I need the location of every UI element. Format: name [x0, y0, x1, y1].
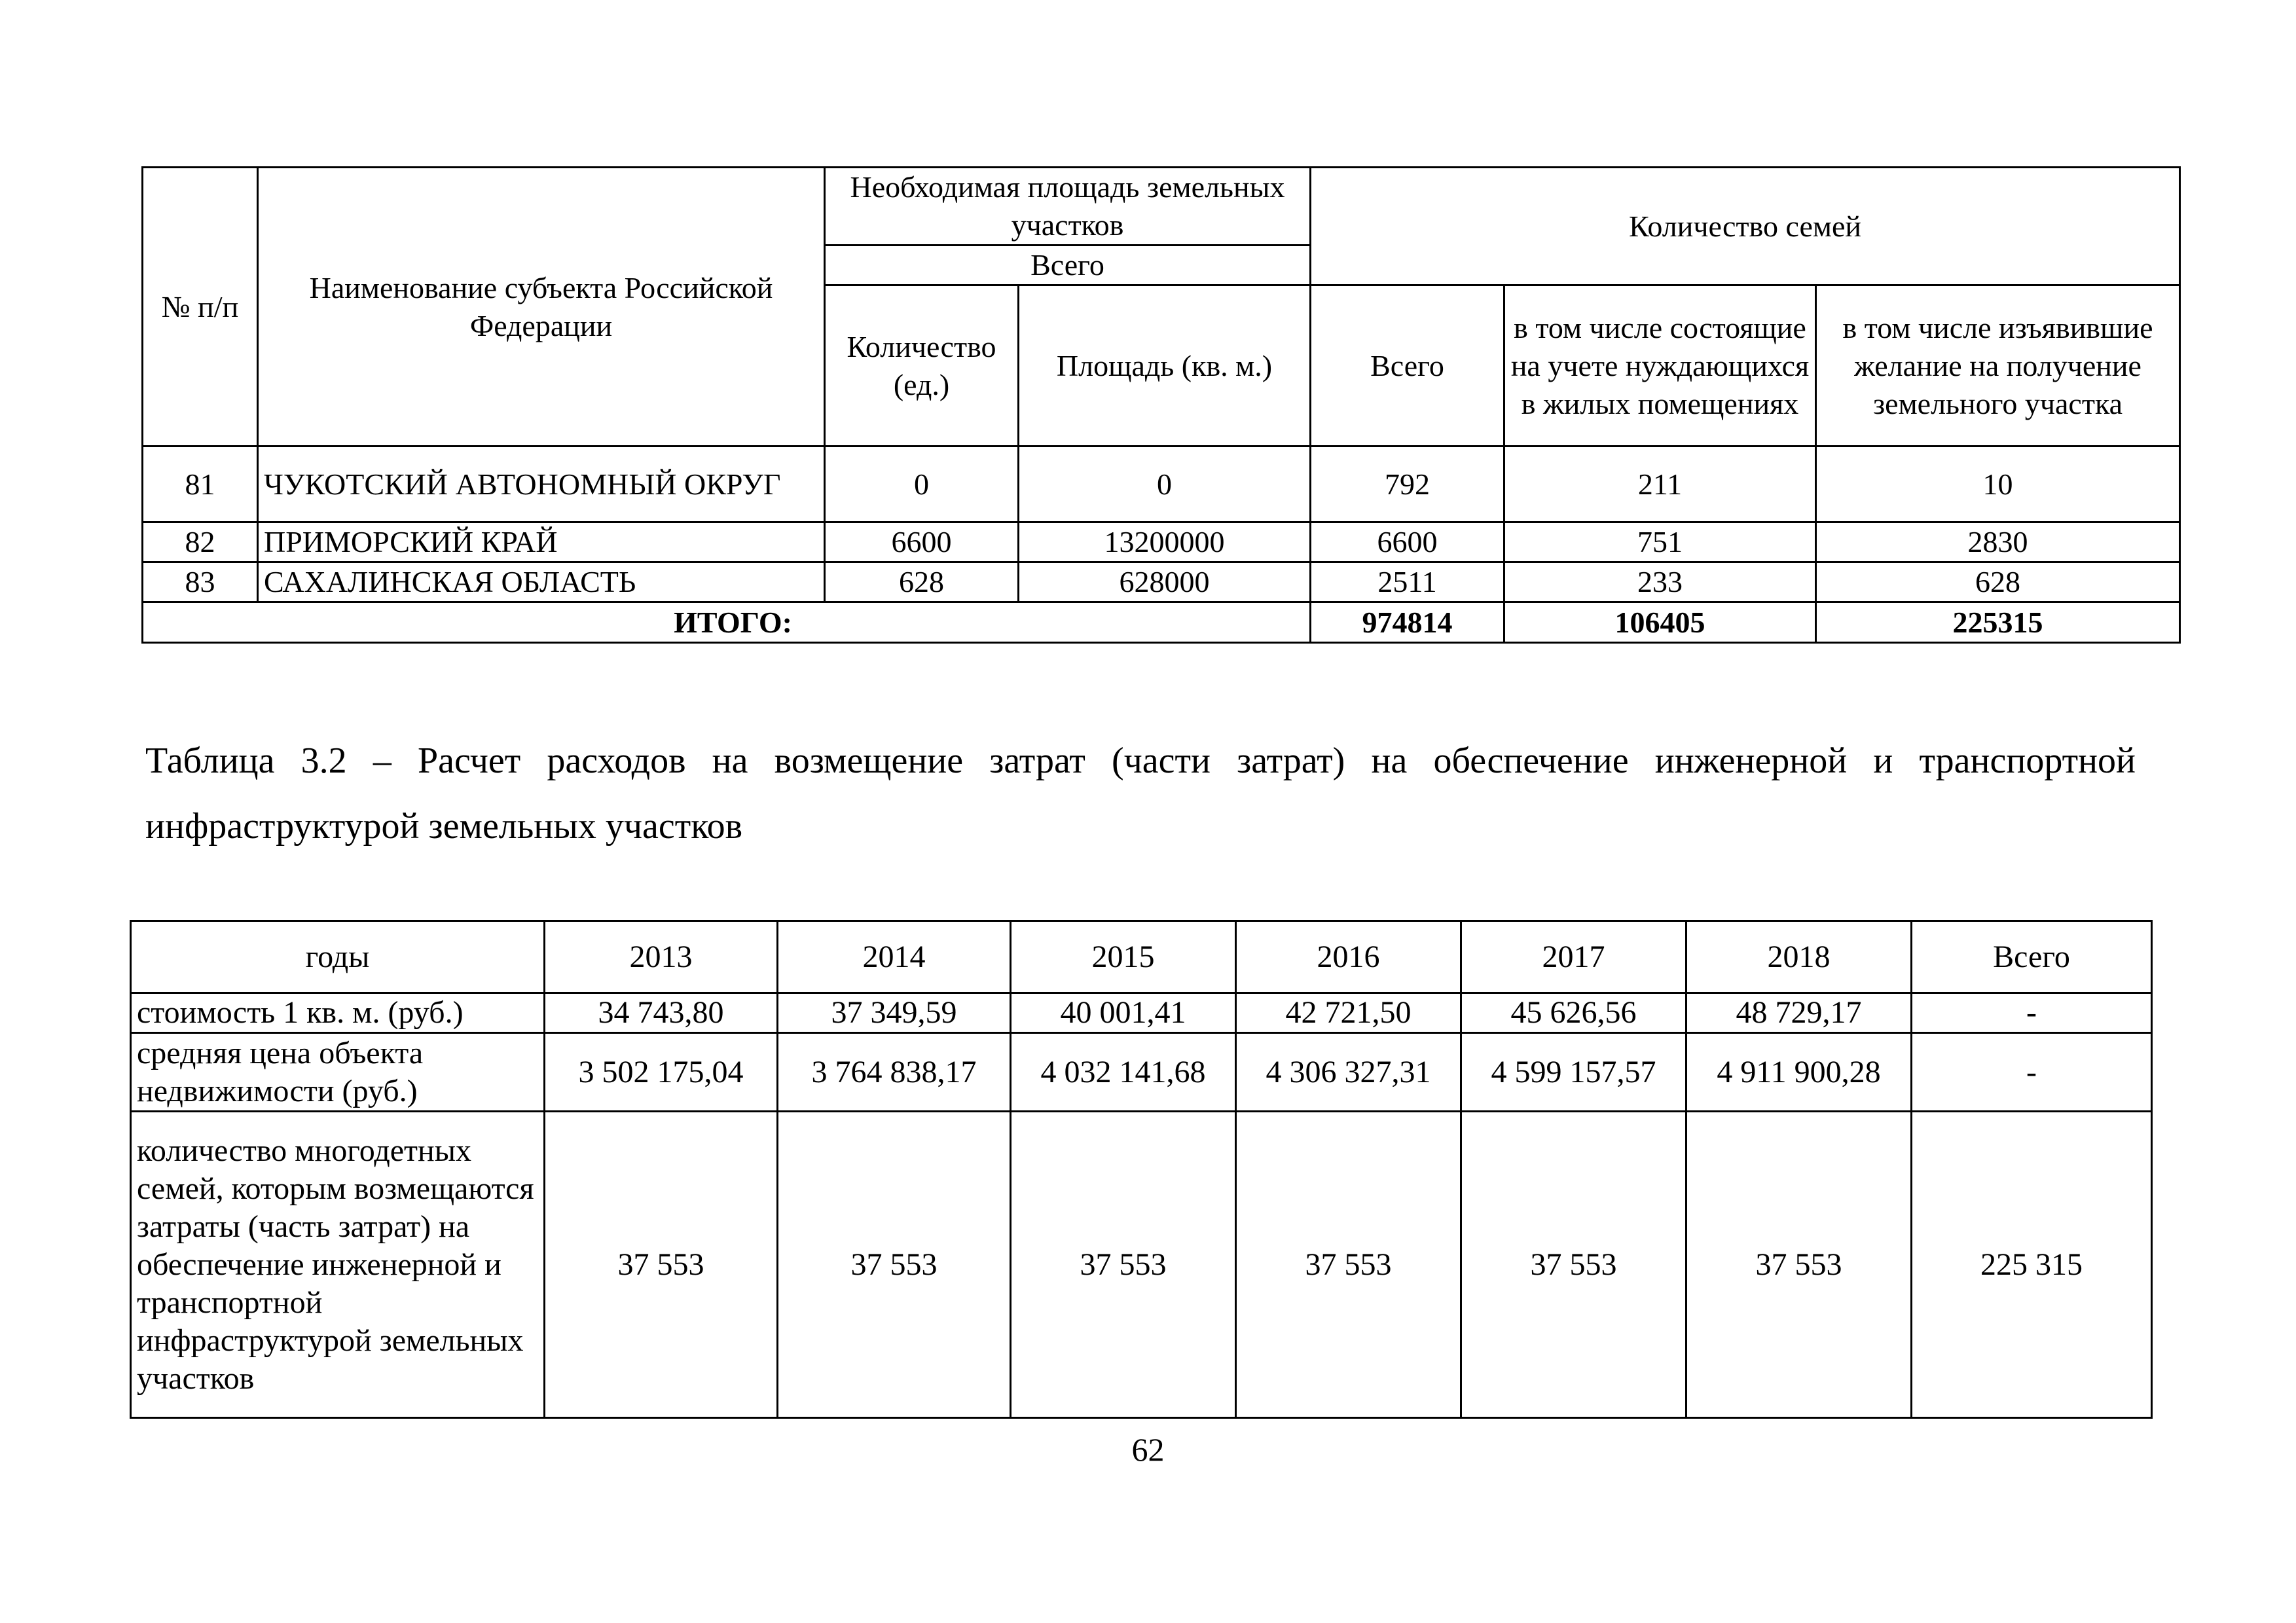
row-area: 0 [1019, 447, 1311, 522]
row-value: 34 743,80 [545, 993, 778, 1033]
row-value: 37 553 [1461, 1112, 1686, 1418]
header-num: № п/п [143, 168, 258, 447]
table-row [143, 562, 2180, 602]
header-years: годы [131, 921, 545, 993]
header-year: 2014 [778, 921, 1011, 993]
row-value: 4 032 141,68 [1011, 1033, 1236, 1112]
row-families-housing: 751 [1504, 522, 1816, 562]
row-num: 83 [143, 562, 258, 602]
row-families-housing: 233 [1504, 562, 1816, 602]
row-value: 4 911 900,28 [1686, 1033, 1912, 1112]
row-subject-name: САХАЛИНСКАЯ ОБЛАСТЬ [258, 562, 825, 602]
families-land-table [141, 166, 2181, 644]
row-value: 48 729,17 [1686, 993, 1912, 1033]
total-row [143, 602, 2180, 643]
row-value: 37 553 [1236, 1112, 1461, 1418]
total-families-housing: 106405 [1504, 602, 1816, 643]
row-value: 45 626,56 [1461, 993, 1686, 1033]
header-row [131, 921, 2152, 993]
header-subject-name: Наименование субъекта Российской Федерации [258, 168, 825, 447]
row-num: 82 [143, 522, 258, 562]
row-value: - [1912, 1033, 2152, 1112]
total-families: 974814 [1311, 602, 1504, 643]
header-year: 2015 [1011, 921, 1236, 993]
header-area-total: Всего [825, 246, 1311, 285]
row-families-total: 6600 [1311, 522, 1504, 562]
row-area: 13200000 [1019, 522, 1311, 562]
row-families-land: 2830 [1816, 522, 2180, 562]
header-area: Площадь (кв. м.) [1019, 285, 1311, 447]
header-qty: Количество (ед.) [825, 285, 1019, 447]
row-area: 628000 [1019, 562, 1311, 602]
header-families-land: в том числе изъявившие желание на получение земельного участка [1816, 285, 2180, 447]
table-row [143, 522, 2180, 562]
table-caption: Таблица 3.2 – Расчет расходов на возмещение затрат (части затрат) на обеспечение инженерной и транспортной инфраструктурой земельных участков [145, 740, 2136, 847]
header-families-total: Всего [1311, 285, 1504, 447]
row-value: 4 306 327,31 [1236, 1033, 1461, 1112]
header-year: 2018 [1686, 921, 1912, 993]
header-area-group: Необходимая площадь земельных участков [825, 168, 1311, 246]
row-families-total: 2511 [1311, 562, 1504, 602]
row-label: стоимость 1 кв. м. (руб.) [131, 993, 545, 1033]
row-value: 40 001,41 [1011, 993, 1236, 1033]
expenses-table [130, 920, 2153, 1419]
page-number: 62 [1131, 1431, 1165, 1468]
row-value: 37 553 [1686, 1112, 1912, 1418]
row-subject-name: ЧУКОТСКИЙ АВТОНОМНЫЙ ОКРУГ [258, 447, 825, 522]
row-value: 42 721,50 [1236, 993, 1461, 1033]
header-year: 2013 [545, 921, 778, 993]
row-value: 225 315 [1912, 1112, 2152, 1418]
table-row [131, 1033, 2152, 1112]
header-families-group: Количество семей [1311, 168, 2180, 285]
row-value: 37 553 [778, 1112, 1011, 1418]
row-label: количество многодетных семей, которым возмещаются затраты (часть затрат) на обеспечение инженерной и транспортной инфраструктурой земельных участков [131, 1112, 545, 1418]
row-qty: 0 [825, 447, 1019, 522]
row-value: - [1912, 993, 2152, 1033]
total-label: ИТОГО: [143, 602, 1311, 643]
header-families-housing: в том числе состоящие на учете нуждающихся в жилых помещениях [1504, 285, 1816, 447]
table-row [143, 447, 2180, 522]
row-value: 4 599 157,57 [1461, 1033, 1686, 1112]
row-qty: 6600 [825, 522, 1019, 562]
row-families-total: 792 [1311, 447, 1504, 522]
row-value: 37 349,59 [778, 993, 1011, 1033]
row-num: 81 [143, 447, 258, 522]
row-value: 3 764 838,17 [778, 1033, 1011, 1112]
row-qty: 628 [825, 562, 1019, 602]
row-families-land: 628 [1816, 562, 2180, 602]
row-families-land: 10 [1816, 447, 2180, 522]
row-value: 3 502 175,04 [545, 1033, 778, 1112]
table-row [131, 1112, 2152, 1418]
total-families-land: 225315 [1816, 602, 2180, 643]
row-families-housing: 211 [1504, 447, 1816, 522]
header-total: Всего [1912, 921, 2152, 993]
row-value: 37 553 [545, 1112, 778, 1418]
header-year: 2017 [1461, 921, 1686, 993]
row-subject-name: ПРИМОРСКИЙ КРАЙ [258, 522, 825, 562]
row-label: средняя цена объекта недвижимости (руб.) [131, 1033, 545, 1112]
header-year: 2016 [1236, 921, 1461, 993]
table-row [131, 993, 2152, 1033]
row-value: 37 553 [1011, 1112, 1236, 1418]
